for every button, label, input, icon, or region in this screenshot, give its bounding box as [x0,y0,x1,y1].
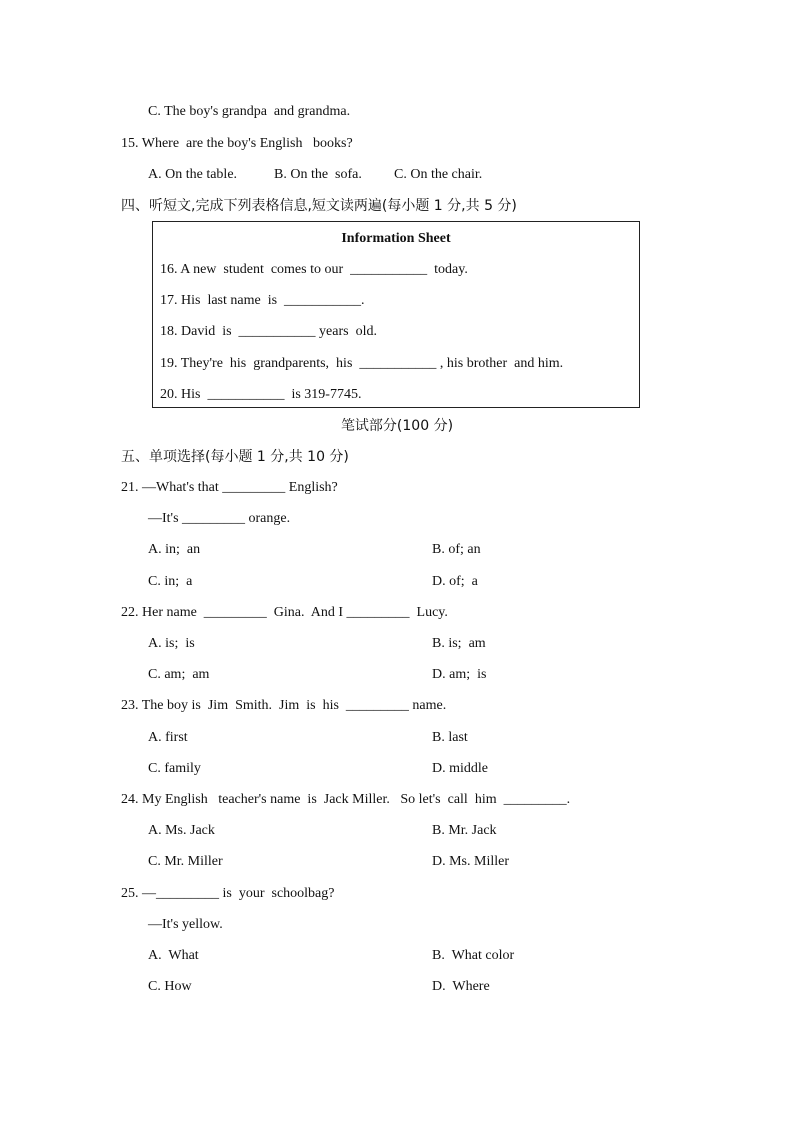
q23-option-d: D. middle [432,761,488,776]
q21-stem: 21. —What's that _________ English? [121,480,338,495]
q25-option-b: B. What color [432,948,515,963]
sheet-item-16: 16. A new student comes to our ___________ today. [160,262,468,277]
q24-stem: 24. My English teacher's name is Jack Miller. So let's call him _________. [121,792,571,807]
q22-option-c: C. am; am [148,667,210,682]
q22-option-b: B. is; am [432,636,486,651]
q23-stem: 23. The boy is Jim Smith. Jim is his _________ name. [121,698,447,713]
sheet-item-20: 20. His ___________ is 319-7745. [160,387,362,402]
information-sheet-box [152,221,640,408]
q24-option-d: D. Ms. Miller [432,854,509,869]
q15-option-c: C. On the chair. [394,167,483,182]
q22-option-d: D. am; is [432,667,487,682]
q23-option-b: B. last [432,730,468,745]
q21-option-a: A. in; an [148,542,201,557]
q25-reply: —It's yellow. [148,917,223,932]
sheet-item-19: 19. They're his grandparents, his ___________ , his brother and him. [160,356,564,371]
q21-option-d: D. of; a [432,574,478,589]
q23-option-c: C. family [148,761,201,776]
q24-option-b: B. Mr. Jack [432,823,497,838]
sheet-item-18: 18. David is ___________ years old. [160,324,377,339]
q21-option-c: C. in; a [148,574,193,589]
sheet-item-17: 17. His last name is ___________. [160,293,365,308]
written-part-title: 笔试部分(100 分) [340,418,454,434]
q25-stem: 25. —_________ is your schoolbag? [121,886,335,901]
q15-option-a: A. On the table. [148,167,238,182]
q25-option-d: D. Where [432,979,490,994]
section4-heading: 四、听短文,完成下列表格信息,短文读两遍(每小题 1 分,共 5 分) [121,198,517,214]
information-sheet-title: Information Sheet [341,231,451,246]
q25-option-c: C. How [148,979,192,994]
q22-option-a: A. is; is [148,636,195,651]
q25-option-a: A. What [148,948,199,963]
q15-stem: 15. Where are the boy's English books? [121,136,353,151]
q21-option-b: B. of; an [432,542,481,557]
q21-reply: —It's _________ orange. [148,511,291,526]
q22-stem: 22. Her name _________ Gina. And I _________ Lucy. [121,605,448,620]
q14-option-c: C. The boy's grandpa and grandma. [148,104,351,119]
q23-option-a: A. first [148,730,188,745]
q24-option-c: C. Mr. Miller [148,854,223,869]
q24-option-a: A. Ms. Jack [148,823,215,838]
section5-heading: 五、单项选择(每小题 1 分,共 10 分) [121,449,349,465]
q15-option-b: B. On the sofa. [274,167,362,182]
